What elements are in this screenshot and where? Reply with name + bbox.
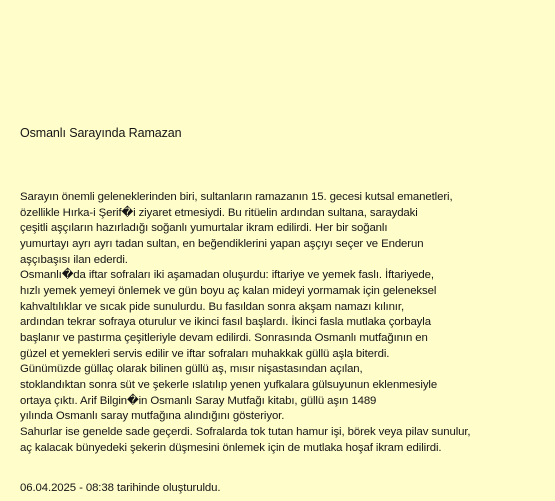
body-line: kahvaltılıklar ve sıcak pide sunulurdu. Bu fasıldan sonra akşam namazı kılınır, bbox=[20, 300, 405, 313]
body-line: başlanır ve pastırma çeşitleriyle devam edilirdi. Sonrasında Osmanlı mutfağının en bbox=[20, 331, 428, 344]
body-line: ardından tekrar sofraya oturulur ve ikinci fasıl başlardı. İkinci fasla mutlaka çorbayla bbox=[20, 316, 431, 329]
body-line: yılında Osmanlı saray mutfağına alındığını gösteriyor. bbox=[20, 410, 285, 423]
body-line: Sahurlar ise genelde sade geçerdi. Sofralarda tok tutan hamur işi, börek veya pilav sunulur, bbox=[20, 425, 471, 438]
body-line: hızlı yemek yemeyi önlemek ve gün boyu aç kalan mideyi yormamak için geleneksel bbox=[20, 284, 437, 297]
body-line: aşçıbaşısı ilan ederdi. bbox=[20, 253, 128, 266]
body-line: özellikle Hırka-i Şerif�i ziyaret etmesiydi. Bu ritüelin ardından sultana, saraydaki bbox=[20, 206, 418, 219]
body-line: ortaya çıktı. Arif Bilgin�in Osmanlı Saray Mutfağı kitabı, güllü aşın 1489 bbox=[20, 394, 377, 407]
body-line: Günümüzde güllaç olarak bilinen güllü aş, mısır nişastasından açılan, bbox=[20, 363, 363, 376]
creation-timestamp: 06.04.2025 - 08:38 tarihinde oluşturuldu. bbox=[20, 482, 221, 494]
body-line: stoklandıktan sonra süt ve şekerle ıslatılıp yenen yufkalara gülsuyunun eklenmesiyle bbox=[20, 378, 438, 391]
body-line: Sarayın önemli geleneklerinden biri, sultanların ramazanın 15. gecesi kutsal emanetleri, bbox=[20, 191, 453, 203]
document-body bbox=[20, 190, 550, 456]
body-line: aç kalacak bünyedeki şekerin düşmesini önlemek için de mutlaka hoşaf ikram edilirdi. bbox=[20, 441, 442, 454]
document-title: Osmanlı Sarayında Ramazan bbox=[20, 126, 182, 140]
body-line: yumurtayı ayrı ayrı tadan sultan, en beğendiklerini yapan aşçıyı seçer ve Enderun bbox=[20, 237, 424, 250]
body-line: çeşitli aşçıların hazırladığı soğanlı yumurtalar ikram edilirdi. Her bir soğanlı bbox=[20, 222, 388, 235]
body-line: güzel et yemekleri servis edilir ve iftar sofraları muhakkak güllü aşla biterdi. bbox=[20, 347, 390, 360]
body-line: Osmanlı�da iftar sofraları iki aşamadan oluşurdu: iftariye ve yemek faslı. İftariyede, bbox=[20, 269, 434, 282]
